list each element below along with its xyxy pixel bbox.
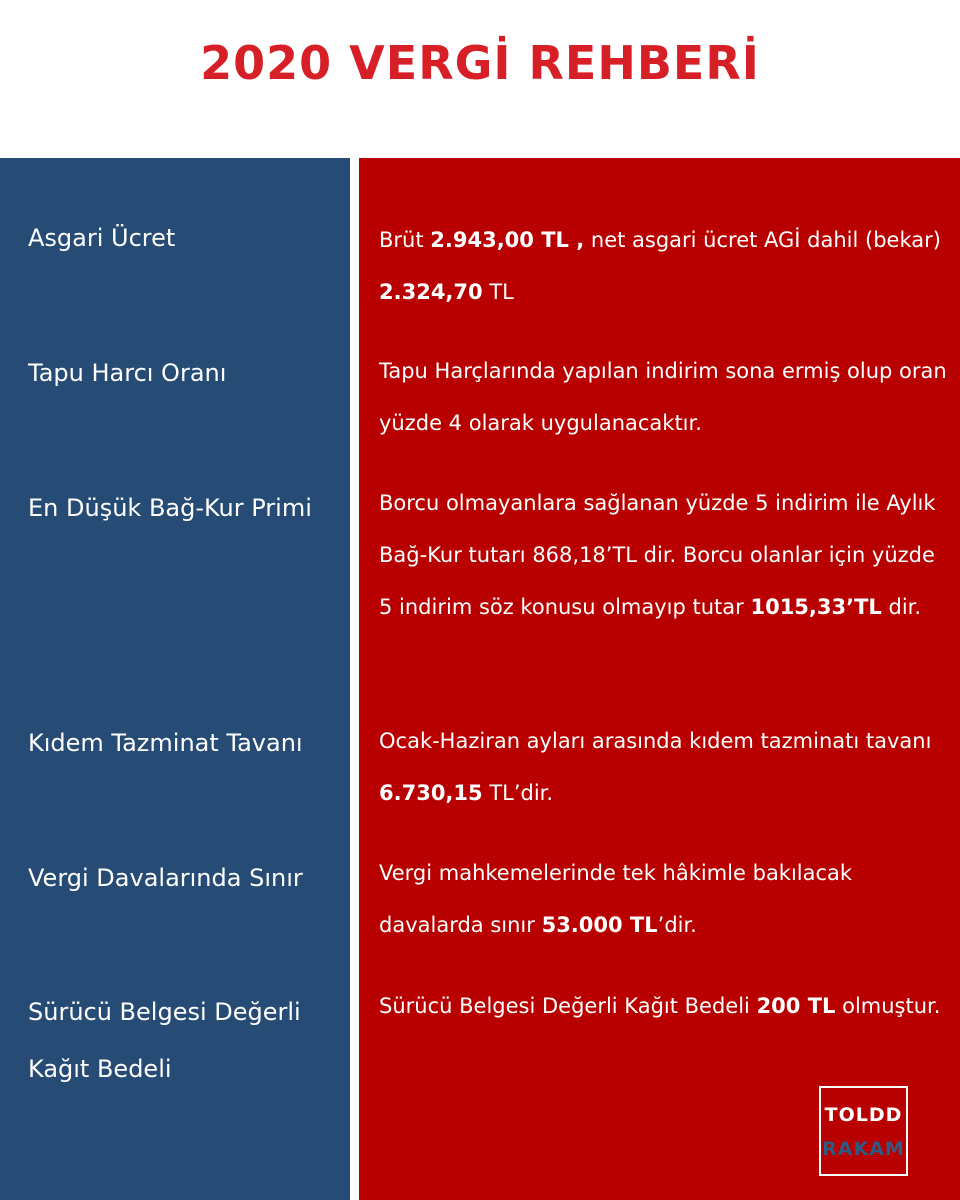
desc-kidem-tazminat (379, 715, 949, 819)
label-surucu-belgesi: Sürücü Belgesi Değerli Kağıt Bedeli (28, 998, 301, 1083)
desc-text: Sürücü Belgesi Değerli Kağıt Bedeli (379, 994, 757, 1018)
page-title: 2020 VERGİ REHBERİ (200, 36, 760, 90)
desc-text: Tapu Harçlarında yapılan indirim sona ermiş olup oran yüzde 4 olarak uygulanacaktır. (379, 359, 947, 435)
logo-text-top: TOLDD (824, 1104, 903, 1126)
desc-text: TL (482, 280, 514, 304)
label-kidem-tazminat: Kıdem Tazminat Tavanı (28, 729, 303, 757)
desc-highlight-bedel: 200 TL (756, 994, 836, 1018)
logo-text-bottom: RAKAM (822, 1138, 905, 1160)
desc-vergi-davalari (379, 847, 949, 951)
desc-text: net asgari ücret AGİ dahil (bekar) (584, 228, 941, 252)
label-vergi-davalari: Vergi Davalarında Sınır (28, 864, 303, 892)
desc-highlight-brut: 2.943,00 TL , (430, 228, 585, 252)
desc-highlight-bag-kur: 1015,33’TL (750, 595, 882, 619)
toldd-rakam-logo (819, 1086, 908, 1176)
desc-text: Vergi mahkemelerinde tek hâkimle bakılacak davalarda sınır (379, 861, 853, 937)
desc-highlight-sinir: 53.000 TL (541, 913, 658, 937)
label-bag-kur: En Düşük Bağ-Kur Primi (28, 494, 312, 522)
desc-tapu-harci (379, 345, 949, 449)
desc-text: dir. (881, 595, 922, 619)
desc-text: ’dir. (657, 913, 697, 937)
desc-highlight-kidem: 6.730,15 (379, 781, 483, 805)
desc-asgari-ucret (379, 214, 949, 318)
desc-highlight-net: 2.324,70 (379, 280, 483, 304)
desc-text: Brüt (379, 228, 431, 252)
desc-text: Borcu olmayanlara sağlanan yüzde 5 indirim ile Aylık Bağ-Kur tutarı 868,18’TL dir. Borcu olanlar için yüzde 5 indirim söz konusu olmayıp tutar (379, 491, 936, 619)
label-asgari-ucret: Asgari Ücret (28, 224, 176, 252)
desc-bag-kur (379, 477, 949, 633)
desc-text: Ocak-Haziran ayları arasında kıdem tazminatı tavanı (379, 729, 932, 753)
desc-text: TL’dir. (482, 781, 554, 805)
desc-surucu-belgesi (379, 980, 949, 1032)
desc-text: olmuştur. (835, 994, 941, 1018)
label-tapu-harci: Tapu Harcı Oranı (28, 359, 227, 387)
